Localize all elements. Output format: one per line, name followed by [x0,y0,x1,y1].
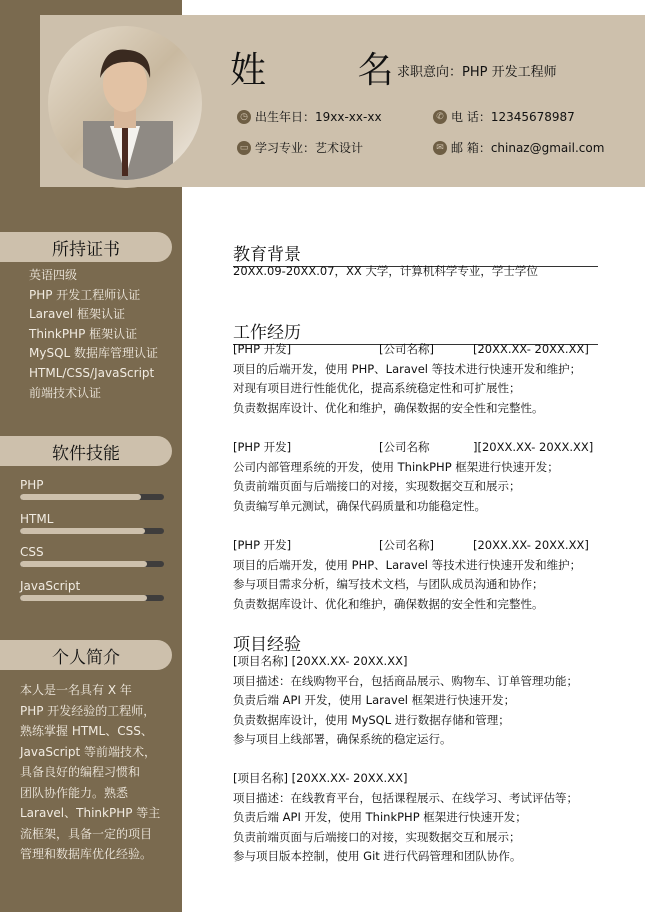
job-header [233,536,603,556]
cert-item: HTML/CSS/JavaScript [29,365,155,380]
job-company: [公司名称] [379,538,434,552]
skill-item [20,545,164,567]
job-date: [20XX.XX- 20XX.XX] [473,342,589,356]
phone-text: 电 话：12345678987 [451,110,575,124]
job-duty: 负责编写单元测试，确保代码质量和功能稳定性。 [233,498,486,513]
major-text: 学习专业：艺术设计 [255,141,364,155]
job-role: [PHP 开发] [233,342,292,356]
job-date: [20XX.XX- 20XX.XX] [473,538,589,552]
skill-bar [20,494,164,500]
job-duty: 负责数据库设计、优化和维护，确保数据的安全性和完整性。 [233,400,544,415]
certs-list [29,266,158,403]
skill-name: CSS [20,545,44,559]
cert-item: PHP 开发工程师认证 [29,287,141,302]
skill-bar [20,561,164,567]
job-role: [PHP 开发] [233,440,292,454]
project-line: 项目描述：在线购物平台，包括商品展示、购物车、订单管理功能； [233,673,578,688]
job-company: [公司名称 [379,440,430,454]
study-icon: ▭ [237,141,251,155]
certs-heading: 所持证书 [0,232,172,262]
bio-line: 本人是一名具有 X 年 [20,683,132,697]
job-duty: 对现有项目进行性能优化，提高系统稳定性和可扩展性； [233,381,521,396]
cert-item: MySQL 数据库管理认证 [29,346,159,361]
phone-icon: ✆ [433,110,447,124]
project-line: 负责数据库设计，使用 MySQL 进行数据存储和管理； [233,712,510,727]
job-company: [公司名称] [379,342,434,356]
skill-bar-fill [20,494,141,500]
birth-info [237,108,382,125]
job-header [233,340,603,360]
project-line: 参与项目版本控制，使用 Git 进行代码管理和团队协作。 [233,849,522,864]
bio-text [20,680,165,865]
cert-item: 前端技术认证 [29,385,102,400]
job-entry [233,536,603,614]
job-date: ][20XX.XX- 20XX.XX] [473,440,594,454]
phone-info [433,108,575,125]
project-line: 负责后端 API 开发，使用 ThinkPHP 框架进行快速开发； [233,810,527,825]
bio-line: JavaScript 等前端技术， [20,744,156,759]
job-header [233,438,603,458]
clock-icon: ◷ [237,110,251,124]
bio-heading: 个人简介 [0,640,172,670]
profile-photo [48,26,202,180]
skill-bar-fill [20,528,145,534]
job-duty: 项目的后端开发，使用 PHP、Laravel 等技术进行快速开发和维护； [233,557,582,572]
skill-bar [20,528,164,534]
skill-bar [20,595,164,601]
bio-line: PHP 开发经验的工程师， [20,703,156,718]
skill-bar-fill [20,561,147,567]
skills-heading: 软件技能 [0,436,172,466]
bio-line: 具备良好的编程习惯和 [20,765,141,779]
bio-line: 熟练掌握 HTML、CSS、 [20,724,153,738]
major-info [237,139,363,156]
project-header: [项目名称] [20XX.XX- 20XX.XX] [233,654,408,668]
project-line: 负责后端 API 开发，使用 Laravel 框架进行快速开发； [233,693,516,708]
cert-item: ThinkPHP 框架认证 [29,326,138,341]
skill-item [20,512,164,534]
candidate-name: 姓 名 [230,50,434,91]
projects-heading: 项目经验 [233,635,301,655]
job-duty: 负责前端页面与后端接口的对接，实现数据交互和展示； [233,479,521,494]
mail-icon: ✉ [433,141,447,155]
project-entry [233,652,603,750]
job-duty: 项目的后端开发，使用 PHP、Laravel 等技术进行快速开发和维护； [233,361,582,376]
email-text: 邮 箱：chinaz@gmail.com [451,141,605,155]
job-duty: 公司内部管理系统的开发，使用 ThinkPHP 框架进行快速开发； [233,459,559,474]
job-intent: 求职意向：PHP 开发工程师 [397,65,557,80]
job-entry [233,438,603,516]
project-line: 项目描述：在线教育平台，包括课程展示、在线学习、考试评估等； [233,790,578,805]
birth-text: 出生年日：19xx-xx-xx [255,110,382,124]
bio-line: 流框架，具备一定的项目 [20,826,153,841]
project-line: 负责前端页面与后端接口的对接，实现数据交互和展示； [233,829,521,844]
bio-line: Laravel、ThinkPHP 等主 [20,806,161,820]
skill-name: JavaScript [20,578,81,593]
job-entry [233,340,603,418]
education-heading: 教育背景 [233,240,598,267]
work-heading: 工作经历 [233,318,598,345]
email-info [433,139,604,156]
job-duty: 负责数据库设计、优化和维护，确保数据的安全性和完整性。 [233,596,544,611]
project-header: [项目名称] [20XX.XX- 20XX.XX] [233,771,408,785]
bio-line: 团队协作能力。熟悉 [20,785,129,800]
skill-bar-fill [20,595,147,601]
cert-item: 英语四级 [29,268,78,282]
job-role: [PHP 开发] [233,538,292,552]
skill-name: PHP [20,478,44,492]
project-line: 参与项目上线部署，确保系统的稳定运行。 [233,732,452,747]
job-duty: 参与项目需求分析，编写技术文档，与团队成员沟通和协作； [233,577,544,592]
skill-item [20,579,164,601]
project-entry [233,769,603,867]
bio-line: 管理和数据库优化经验。 [20,847,153,861]
education-line: 20XX.09-20XX.07，XX 大学，计算机科学专业，学士学位 [233,264,538,278]
skill-item [20,478,164,500]
cert-item: Laravel 框架认证 [29,307,125,322]
skill-name: HTML [20,511,54,526]
